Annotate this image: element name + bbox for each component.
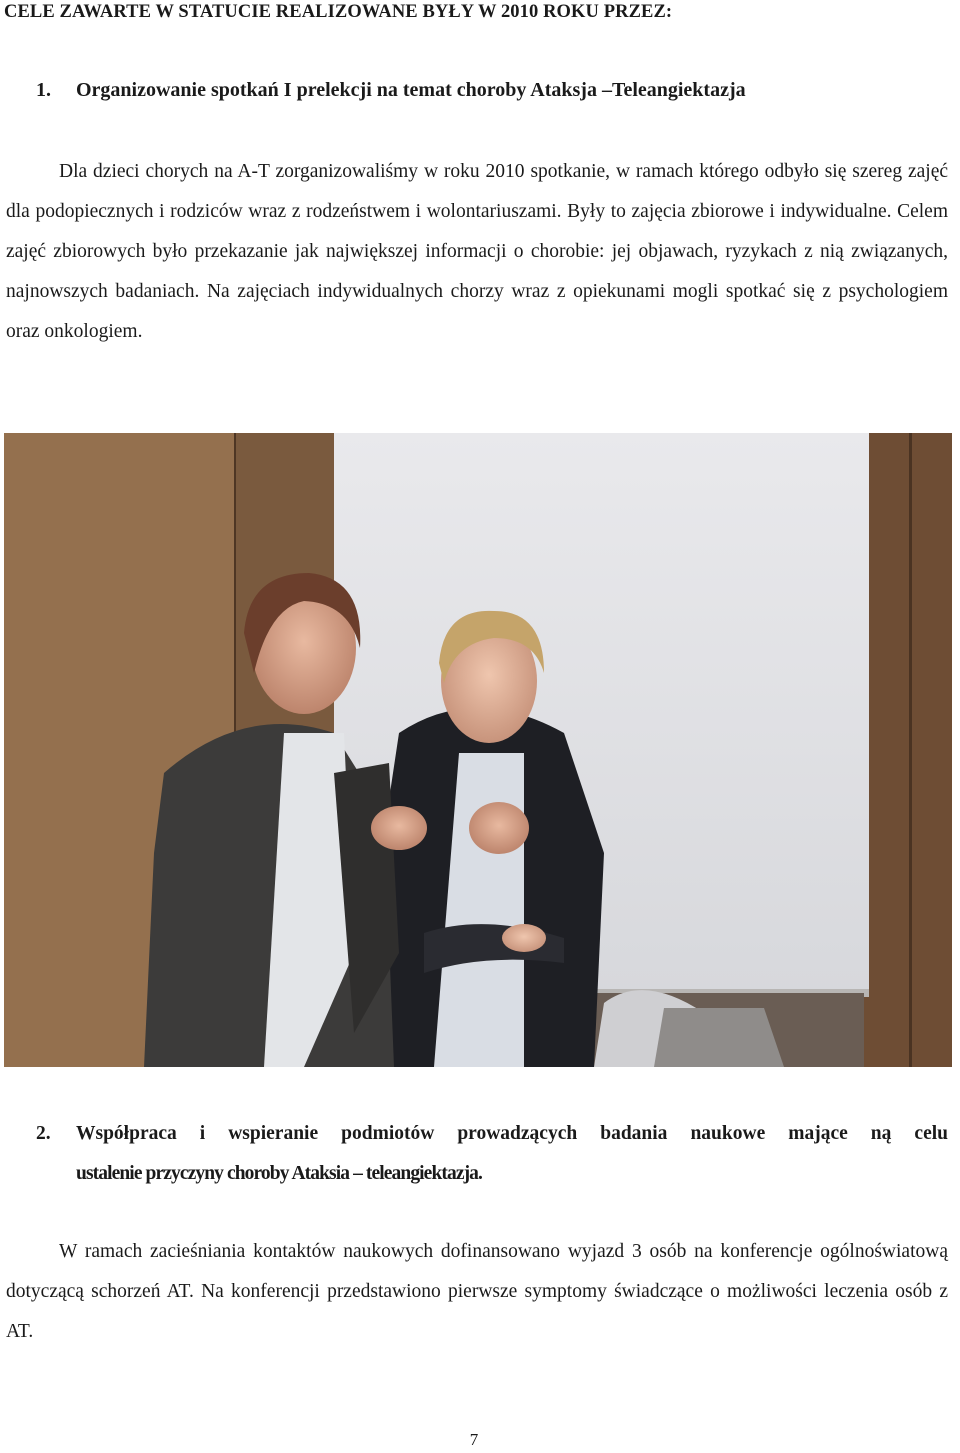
section-2-paragraph-block (6, 1232, 948, 1352)
section-1-title-text: Organizowanie spotkań I prelekcji na temat choroby Ataksja –Teleangiektazja (76, 79, 746, 101)
section-1-paragraph: Dla dzieci chorych na A-T zorganizowaliśmy w roku 2010 spotkanie, w ramach którego odbyło się szereg zajęć dla podopiecznych i rodziców wraz z rodzeństwem i wolontariuszami. Były to zajęcia zbiorowe i indywidualne. Celem zajęć zbiorowych było przekazanie jak największej informacji o chorobie: jej objawach, ryzykach z nią związanych, najnowszych badaniach. Na zajęciach indywidualnych chorzy wraz z opiekunami mogli spotkać się z psychologiem oraz onkologiem. (6, 161, 948, 342)
section-1-title (36, 79, 746, 102)
section-2-title-line-2: ustalenie przyczyny choroby Ataksia – teleangiektazja. (76, 1163, 483, 1184)
page-heading: CELE ZAWARTE W STATUCIE REALIZOWANE BYŁY W 2010 ROKU PRZEZ: (4, 2, 673, 22)
section-2-number: 2. (36, 1123, 51, 1144)
meeting-photo (4, 433, 952, 1067)
section-1-paragraph-block (6, 152, 948, 352)
section-2-title-line-1: Współpraca i wspieranie podmiotów prowadzących badania naukowe mające ną celu (76, 1123, 948, 1144)
page-number: 7 (469, 1430, 479, 1449)
section-1-number: 1. (36, 79, 51, 101)
section-2-paragraph: W ramach zacieśniania kontaktów naukowych dofinansowano wyjazd 3 osób na konferencje ogólnoświatową dotyczącą schorzeń AT. Na konferencji przedstawiono pierwsze symptomy świadczące o możliwości leczenia osób z AT. (6, 1241, 948, 1342)
